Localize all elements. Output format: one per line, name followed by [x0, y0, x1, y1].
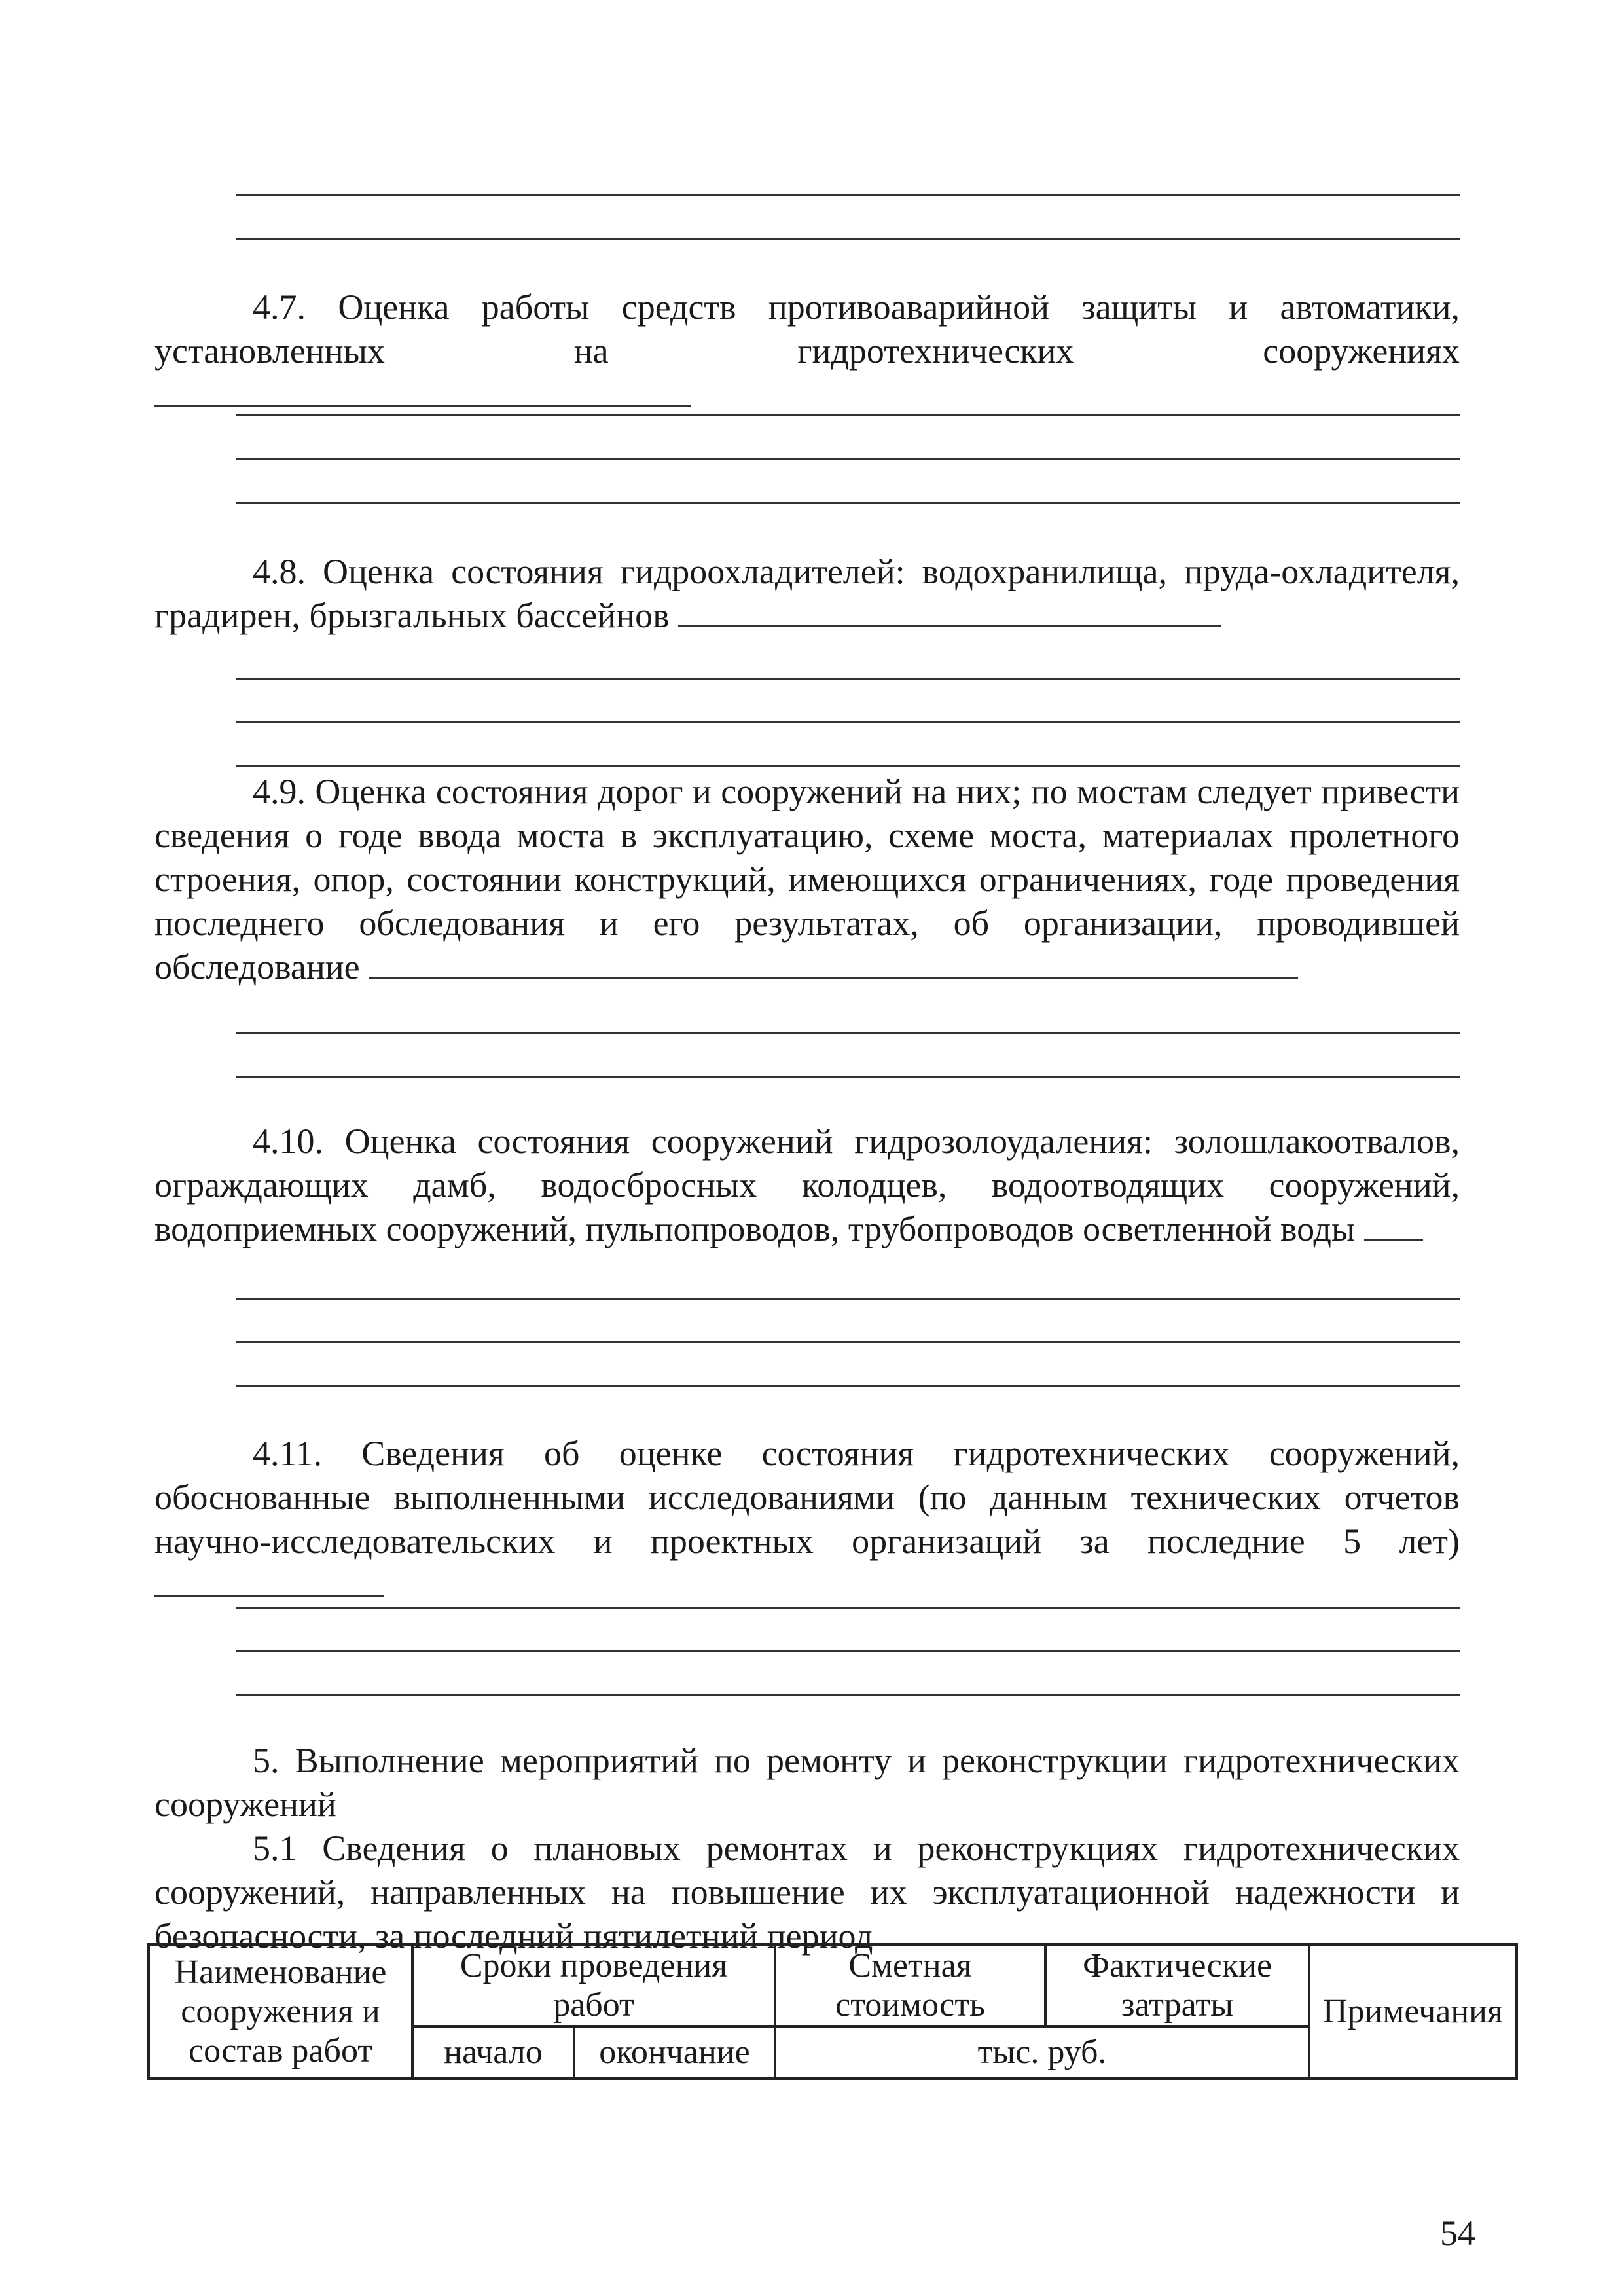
fill-line — [1364, 1239, 1423, 1241]
blank-line — [236, 194, 1460, 196]
blank-line — [236, 1650, 1460, 1652]
section-4-7: 4.7. Оценка работы средств противоаварийной защиты и автоматики, установленных на гидротехнических сооружениях — [154, 285, 1460, 417]
page-number: 54 — [1440, 2214, 1475, 2253]
section-4-11: 4.11. Сведения об оценке состояния гидротехнических сооружений, обоснованные выполненными исследованиями (по данным технических отчетов научно-исследовательских и проектных организаций за последние 5 лет) — [154, 1432, 1460, 1607]
fill-line — [154, 405, 691, 407]
blank-line — [236, 765, 1460, 767]
section-5-title: 5. Выполнение мероприятий по ремонту и реконструкции гидротехнических сооружений — [154, 1741, 1460, 1824]
blank-line — [236, 1385, 1460, 1387]
section-4-9: 4.9. Оценка состояния дорог и сооружений на них; по мостам следует привести сведения о годе ввода моста в эксплуатацию, схеме моста, материалах пролетного строения, опор, состоянии конструкций, имеющихся ограничениях, годе проведения последнего обследования и его результатах, об организации, проводившей обследование — [154, 772, 1460, 987]
blank-line — [236, 1694, 1460, 1696]
blank-line — [236, 1341, 1460, 1343]
header-actual: Фактические затраты — [1045, 1944, 1309, 2026]
blank-line — [236, 1076, 1460, 1078]
header-end: окончание — [574, 2026, 775, 2079]
section-4-10: 4.10. Оценка состояния сооружений гидрозолоудаления: золошлакоотвалов, ограждающих дамб, водосбросных колодцев, водоотводящих сооружений, водоприемных сооружений, пульпопроводов, трубопроводов осветленной воды — [154, 1121, 1460, 1248]
header-name: Наименование сооружения и состав работ — [149, 1944, 412, 2079]
section-4-8: 4.8. Оценка состояния гидроохладителей: водохранилища, пруда-охладителя, градирен, брызгальных бассейнов — [154, 552, 1460, 635]
fill-line — [369, 977, 1298, 979]
blank-line — [236, 1607, 1460, 1609]
header-estimate: Сметная стоимость — [775, 1944, 1045, 2026]
blank-line — [236, 1032, 1460, 1034]
header-units: тыс. руб. — [775, 2026, 1309, 2079]
header-dates: Сроки проведения работ — [412, 1944, 775, 2026]
blank-line — [236, 502, 1460, 504]
fill-line — [154, 1595, 384, 1597]
blank-line — [236, 458, 1460, 460]
fill-line — [678, 625, 1221, 627]
section-5-1: 5.1 Сведения о плановых ремонтах и реконструкциях гидротехнических сооружений, направленных на повышение их эксплуатационной надежности и безопасности, за последний пятилетний период — [154, 1829, 1460, 1956]
blank-line — [236, 678, 1460, 680]
blank-line — [236, 238, 1460, 240]
blank-line — [236, 721, 1460, 723]
repairs-table — [147, 1943, 1518, 2080]
blank-line — [236, 1298, 1460, 1300]
blank-line — [236, 414, 1460, 416]
header-notes: Примечания — [1309, 1944, 1517, 2079]
header-start: начало — [412, 2026, 574, 2079]
